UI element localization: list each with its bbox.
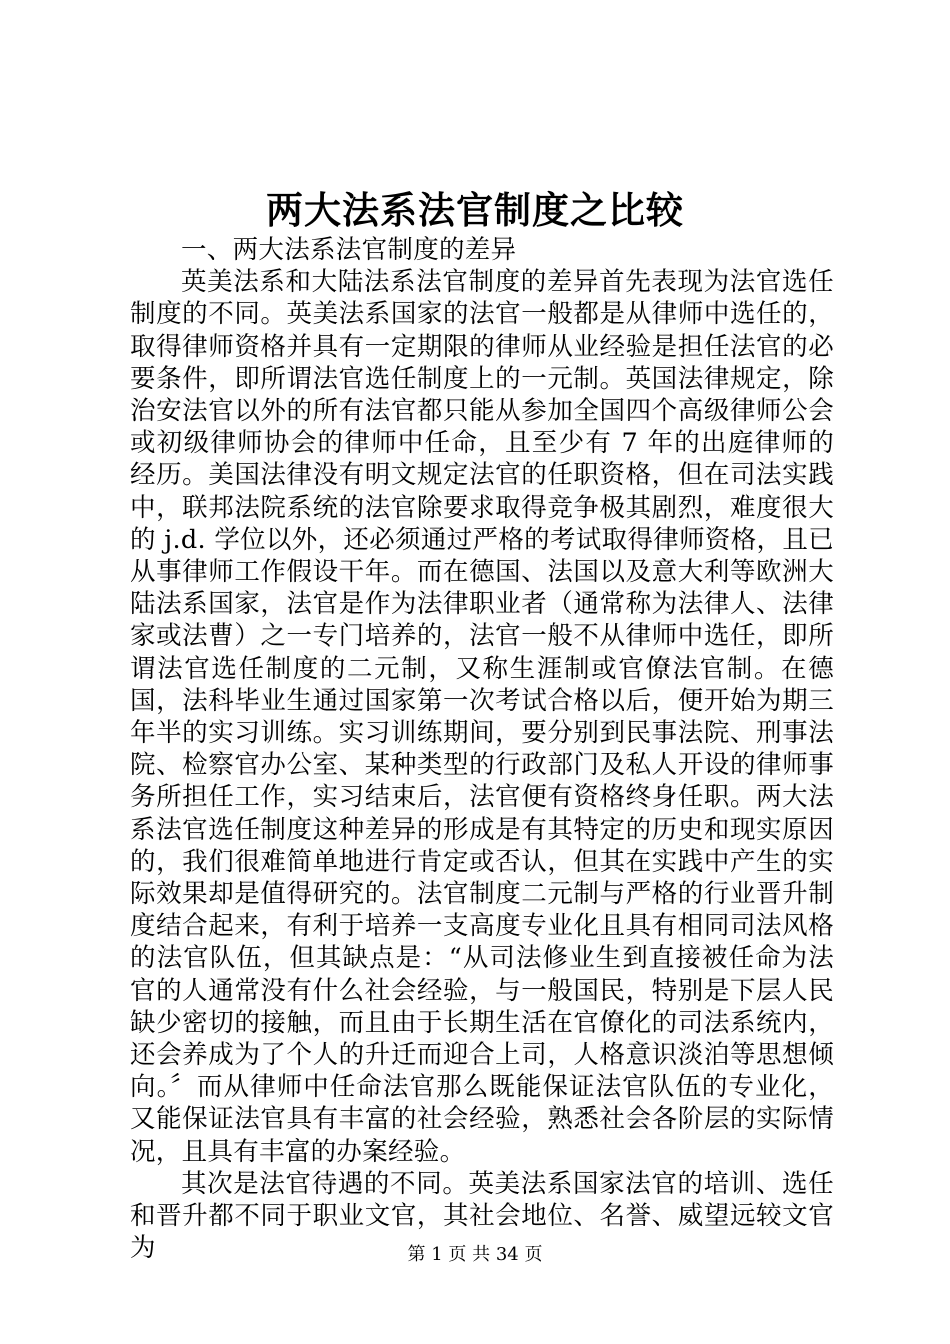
page-footer: 第 1 页 共 34 页 — [407, 1244, 543, 1265]
section-heading: 一、两大法系法官制度的差异 — [181, 235, 517, 265]
body-paragraph-2: 其次是法官待遇的不同。英美法系国家法官的培训、选任和晋升都不同于职业文官，其社会地位、名誉、威望远较文官为 — [130, 1168, 834, 1264]
document-body — [130, 234, 834, 1265]
body-paragraph-1: 英美法系和大陆法系法官制度的差异首先表现为法官选任制度的不同。英美法系国家的法官一般都是从律师中选任的，取得律师资格并具有一定期限的律师从业经验是担任法官的必要条件，即所谓法官选任制度上的一元制。英国法律规定，除治安法官以外的所有法官都只能从参加全国四个高级律师公会或初级律师协会的律师中任命，且至少有 7 年的出庭律师的经历。美国法律没有明文规定法官的任职资格，但在司法实践中，联邦法院系统的法官除要求取得竞争极其剧烈，难度很大的 j.d. 学位以外，还必须通过严格的考试取得律师资格，且已从事律师工作假设干年。而在德国、法国以及意大利等欧洲大陆法系国家，法官是作为法律职业者（通常称为法律人、法律家或法曹）之一专门培养的，法官一般不从律师中选任，即所谓法官选任制度的二元制，又称生涯制或官僚法官制。在德国，法科毕业生通过国家第一次考试合格以后，便开始为期三年半的实习训练。实习训练期间，要分别到民事法院、刑事法院、检察官办公室、某种类型的行政部门及私人开设的律师事务所担任工作，实习结束后，法官便有资格终身任职。两大法系法官选任制度这种差异的形成是有其特定的历史和现实原因的，我们很难简单地进行肯定或否认，但其在实践中产生的实际效果却是值得研究的。法官制度二元制与严格的行业晋升制度结合起来，有利于培养一支高度专业化且具有相同司法风格的法官队伍，但其缺点是：“从司法修业生到直接被任命为法官的人通常没有什么社会经验，与一般国民，特别是下层人民缺少密切的接触，而且由于长期生活在官僚化的司法系统内，还会养成为了个人的升迁而迎合上司，人格意识淡泊等思想倾向。〞而从律师中任命法官那么既能保证法官队伍的专业化，又能保证法官具有丰富的社会经验，熟悉社会各阶层的实际情况，且具有丰富的办案经验。 — [130, 267, 834, 1167]
document-title: 两大法系法官制度之比较 — [266, 188, 684, 232]
